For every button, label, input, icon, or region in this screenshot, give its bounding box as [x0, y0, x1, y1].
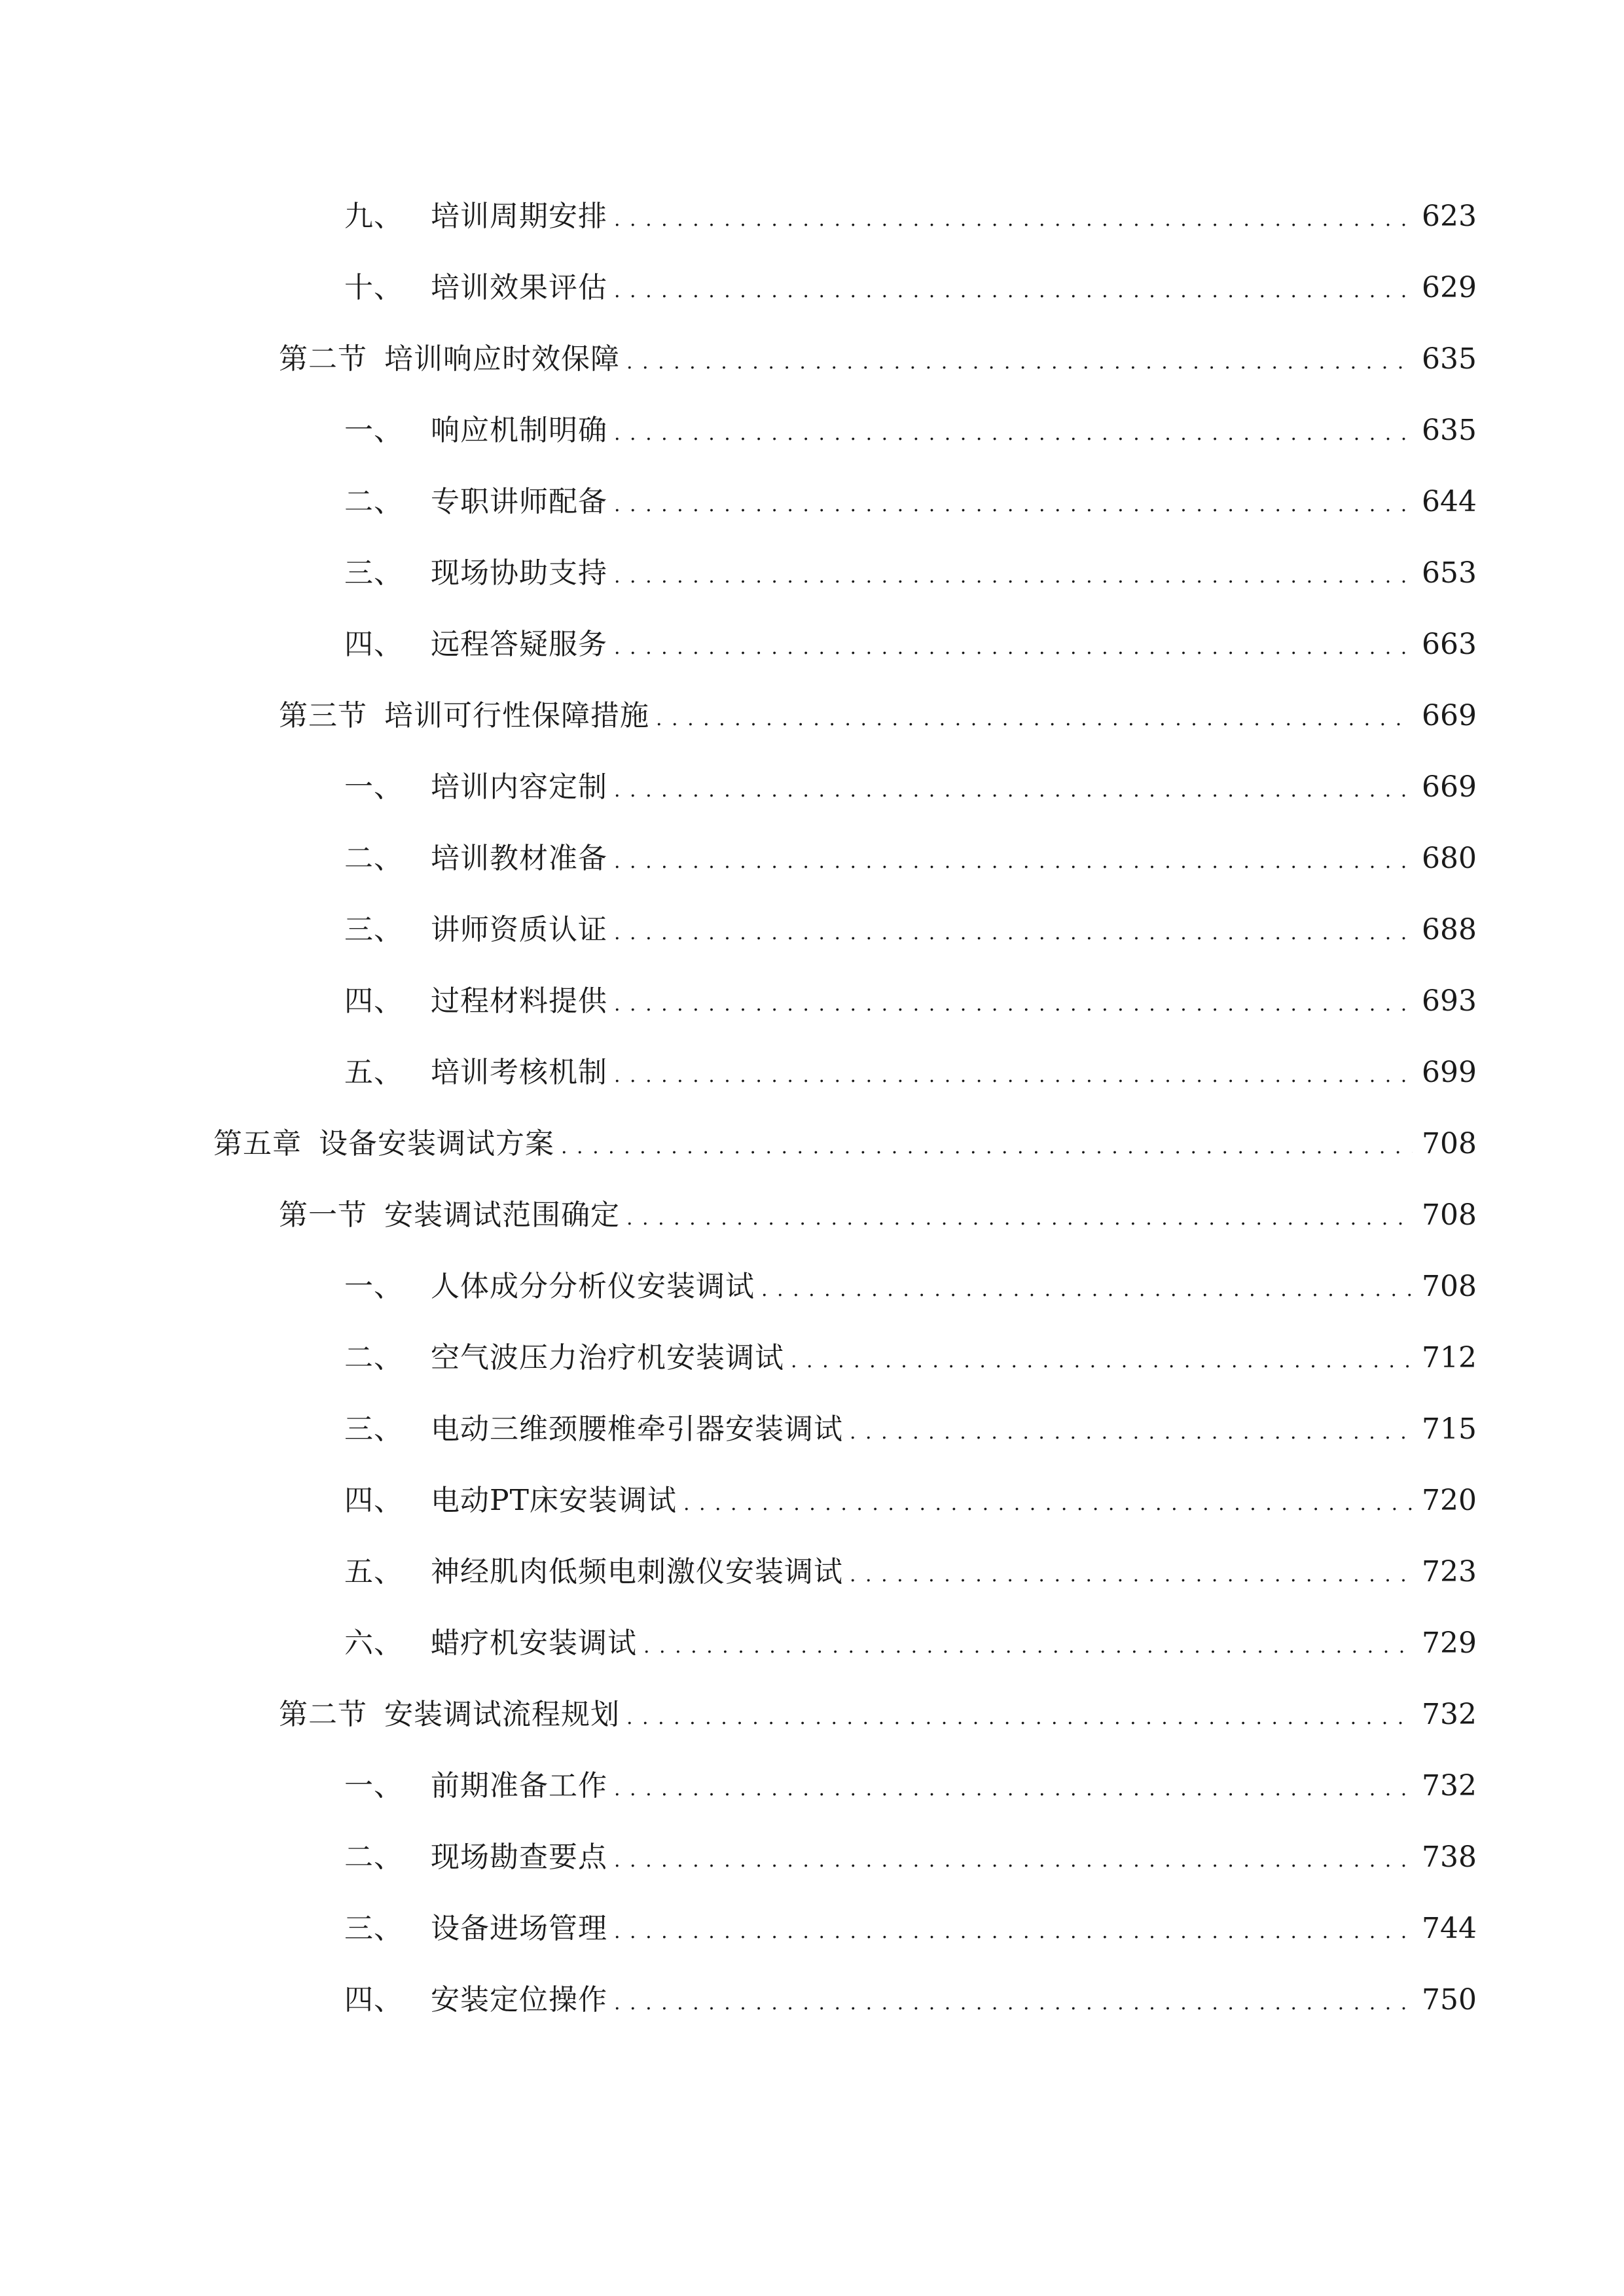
toc-entry[interactable] [344, 547, 1477, 600]
toc-entry[interactable] [279, 1689, 1477, 1741]
toc-entry[interactable] [344, 1903, 1477, 1955]
page-number: 712 [1422, 1341, 1477, 1374]
dot-leader [614, 265, 1413, 317]
dot-leader [761, 1264, 1413, 1316]
entry-title: 远程答疑服务 [431, 628, 607, 661]
entry-number: 二、 [344, 842, 403, 875]
page-number: 715 [1422, 1412, 1477, 1446]
toc-entry[interactable] [344, 833, 1477, 885]
page-number: 693 [1422, 984, 1477, 1018]
entry-title: 设备进场管理 [431, 1912, 607, 1945]
entry-title: 培训考核机制 [431, 1056, 607, 1089]
entry-title: 电动三维颈腰椎牵引器安装调试 [431, 1412, 843, 1446]
dot-leader [614, 978, 1413, 1031]
dot-leader [614, 479, 1413, 531]
dot-leader [614, 764, 1413, 817]
toc-entry[interactable] [344, 190, 1477, 243]
toc-entry[interactable] [344, 476, 1477, 528]
entry-number: 四、 [344, 1484, 403, 1517]
entry-number: 一、 [344, 1769, 403, 1803]
entry-number: 一、 [344, 1270, 403, 1303]
entry-title: 培训效果评估 [431, 271, 607, 304]
dot-leader [683, 1478, 1413, 1530]
section-number: 第一节 [279, 1198, 367, 1232]
page-number: 723 [1422, 1555, 1477, 1588]
entry-number: 五、 [344, 1555, 403, 1588]
section-number: 第二节 [279, 1698, 367, 1731]
entry-title: 神经肌肉低频电刺激仪安装调试 [431, 1555, 843, 1588]
entry-number: 三、 [344, 1412, 403, 1446]
page-number: 744 [1422, 1912, 1477, 1945]
entry-title: 安装调试流程规划 [384, 1698, 620, 1731]
page-number: 708 [1422, 1127, 1477, 1160]
entry-number: 五、 [344, 1056, 403, 1089]
page-number: 688 [1422, 913, 1477, 946]
entry-title: 培训教材准备 [431, 842, 607, 875]
entry-title: 过程材料提供 [431, 984, 607, 1018]
toc-entry[interactable] [344, 1261, 1477, 1313]
toc-entry[interactable] [344, 1831, 1477, 1884]
page-number: 680 [1422, 842, 1477, 875]
dot-leader [850, 1407, 1413, 1459]
page-number: 663 [1422, 628, 1477, 661]
dot-leader [614, 1835, 1413, 1887]
toc-entry[interactable] [213, 1118, 1477, 1170]
toc-entry[interactable] [344, 975, 1477, 1028]
toc-entry[interactable] [344, 1403, 1477, 1456]
entry-number: 三、 [344, 913, 403, 946]
entry-title: 现场协助支持 [431, 556, 607, 590]
entry-title: 培训周期安排 [431, 200, 607, 233]
dot-leader [614, 907, 1413, 960]
dot-leader [643, 1621, 1413, 1673]
entry-number: 四、 [344, 1983, 403, 2017]
dot-leader [626, 1193, 1413, 1245]
dot-leader [614, 194, 1413, 246]
section-number: 第二节 [279, 342, 367, 376]
toc-entry[interactable] [279, 690, 1477, 742]
page-number: 644 [1422, 485, 1477, 518]
dot-leader [626, 336, 1413, 389]
dot-leader [850, 1549, 1413, 1602]
entry-number: 十、 [344, 271, 403, 304]
entry-number: 三、 [344, 1912, 403, 1945]
entry-title: 人体成分分析仪安装调试 [431, 1270, 755, 1303]
entry-number: 九、 [344, 200, 403, 233]
page-number: 669 [1422, 699, 1477, 732]
page-number: 629 [1422, 271, 1477, 304]
entry-title: 安装调试范围确定 [384, 1198, 620, 1232]
entry-title: 前期准备工作 [431, 1769, 607, 1803]
dot-leader [561, 1121, 1413, 1174]
entry-title: 安装定位操作 [431, 1983, 607, 2017]
page-number: 635 [1422, 342, 1477, 376]
section-number: 第三节 [279, 699, 367, 732]
entry-title: 培训响应时效保障 [384, 342, 620, 376]
entry-number: 四、 [344, 628, 403, 661]
dot-leader [614, 550, 1413, 603]
entry-title: 响应机制明确 [431, 414, 607, 447]
dot-leader [791, 1335, 1413, 1388]
entry-title: 讲师资质认证 [431, 913, 607, 946]
toc-entry[interactable] [344, 1546, 1477, 1598]
entry-number: 三、 [344, 556, 403, 590]
entry-number: 四、 [344, 984, 403, 1018]
page-number: 699 [1422, 1056, 1477, 1089]
toc-entry[interactable] [344, 761, 1477, 814]
toc-entry[interactable] [344, 1332, 1477, 1384]
page-number: 635 [1422, 414, 1477, 447]
entry-title: 现场勘查要点 [431, 1840, 607, 1874]
dot-leader [614, 1763, 1413, 1816]
dot-leader [614, 836, 1413, 888]
toc-entry[interactable] [344, 619, 1477, 671]
dot-leader [614, 1977, 1413, 2030]
entry-number: 二、 [344, 1341, 403, 1374]
entry-number: 一、 [344, 770, 403, 804]
page-number: 738 [1422, 1840, 1477, 1874]
dot-leader [626, 1692, 1413, 1744]
page-number: 708 [1422, 1198, 1477, 1232]
entry-title: 专职讲师配备 [431, 485, 607, 518]
dot-leader [614, 1906, 1413, 1958]
page-number: 720 [1422, 1484, 1477, 1517]
toc-entry[interactable] [344, 1617, 1477, 1670]
page-number: 623 [1422, 200, 1477, 233]
toc-entry[interactable] [344, 904, 1477, 956]
toc-entry[interactable] [344, 262, 1477, 314]
entry-title: 培训可行性保障措施 [384, 699, 649, 732]
page-number: 653 [1422, 556, 1477, 590]
toc-entry[interactable] [344, 1475, 1477, 1527]
entry-title: 电动PT床安装调试 [431, 1484, 677, 1517]
toc-entry[interactable] [344, 1760, 1477, 1812]
page-number: 732 [1422, 1698, 1477, 1731]
dot-leader [614, 622, 1413, 674]
page-number: 708 [1422, 1270, 1477, 1303]
chapter-number: 第五章 [213, 1127, 302, 1160]
entry-title: 培训内容定制 [431, 770, 607, 804]
dot-leader [656, 693, 1413, 745]
entry-number: 二、 [344, 1840, 403, 1874]
dot-leader [614, 408, 1413, 460]
toc-entry[interactable] [344, 1047, 1477, 1099]
entry-number: 二、 [344, 485, 403, 518]
page-number: 669 [1422, 770, 1477, 804]
entry-title: 空气波压力治疗机安装调试 [431, 1341, 784, 1374]
dot-leader [614, 1050, 1413, 1102]
page-number: 732 [1422, 1769, 1477, 1803]
entry-title: 设备安装调试方案 [319, 1127, 554, 1160]
toc-entry[interactable] [344, 404, 1477, 457]
toc-entry[interactable] [344, 1974, 1477, 2026]
page-number: 729 [1422, 1626, 1477, 1660]
page-number: 750 [1422, 1983, 1477, 2017]
toc-entry[interactable] [279, 1189, 1477, 1242]
entry-number: 一、 [344, 414, 403, 447]
entry-title: 蜡疗机安装调试 [431, 1626, 637, 1660]
entry-number: 六、 [344, 1626, 403, 1660]
toc-entry[interactable] [279, 333, 1477, 386]
